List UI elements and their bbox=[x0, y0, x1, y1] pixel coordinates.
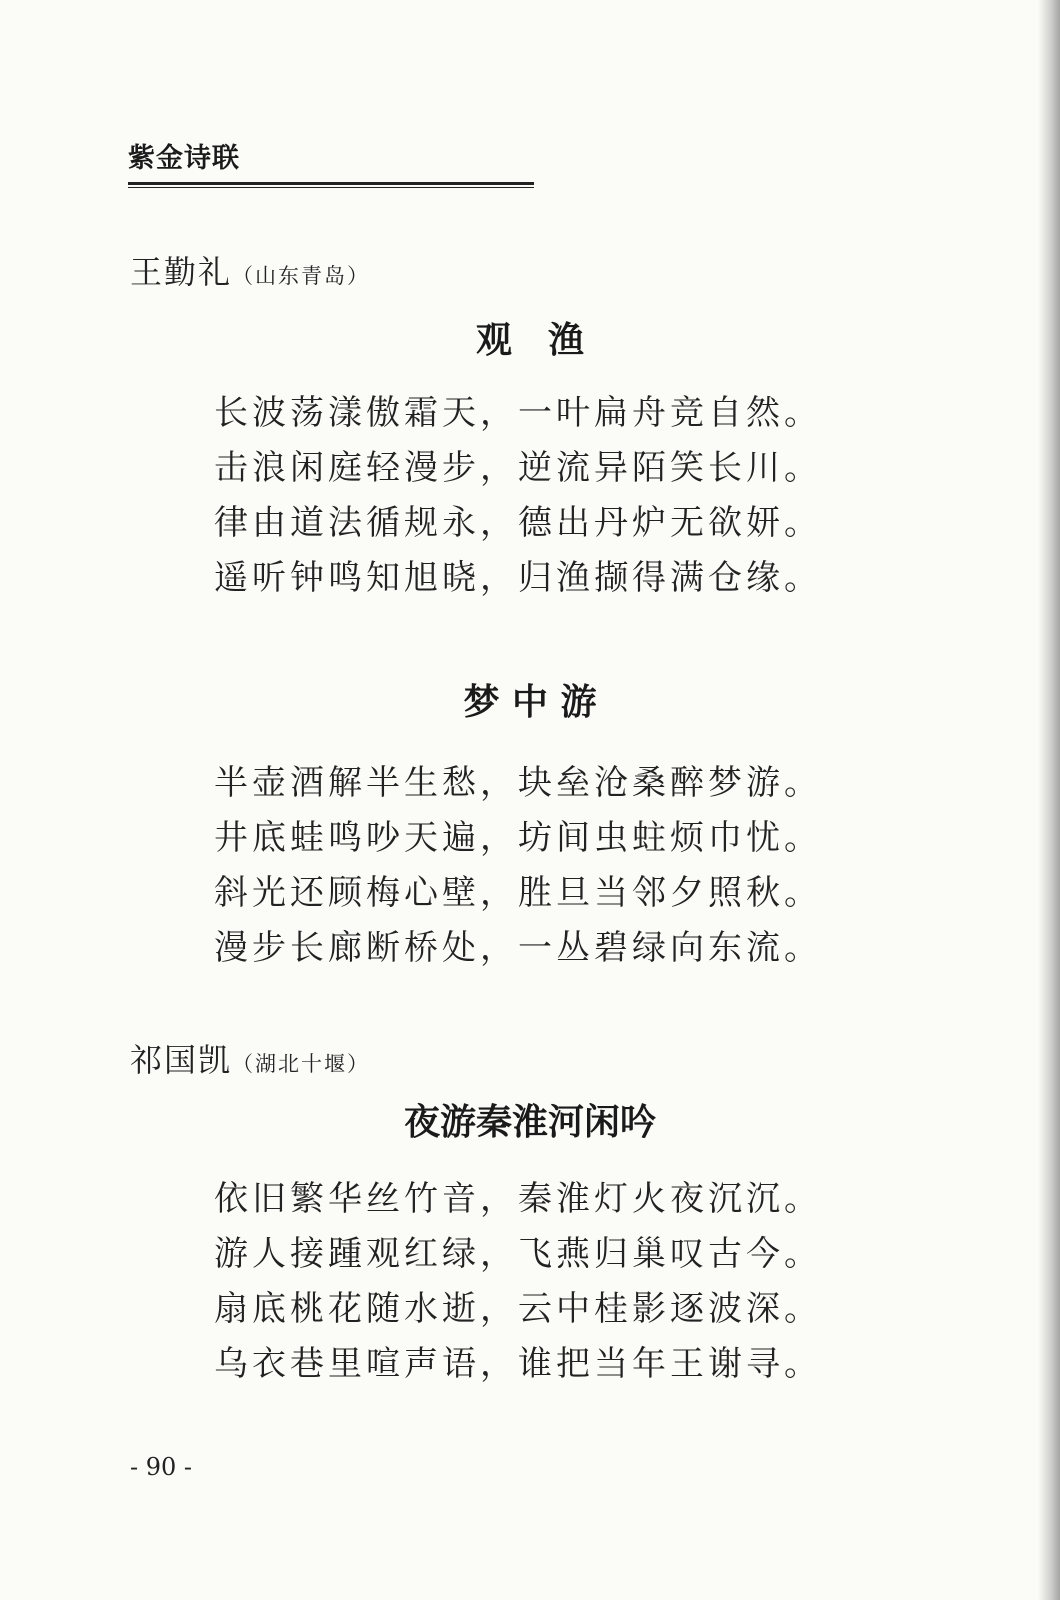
page-number: - 90 - bbox=[130, 1453, 193, 1481]
page-edge-shadow bbox=[1038, 0, 1060, 1600]
author-line bbox=[130, 252, 370, 296]
poem-line: 律由道法循规永，德出丹炉无欲妍。 bbox=[214, 503, 822, 543]
poem-body bbox=[214, 756, 844, 976]
header-rule bbox=[128, 182, 534, 188]
poem-title: 夜游秦淮河闲吟 bbox=[403, 1101, 656, 1143]
author-location: （湖北十堰） bbox=[232, 1052, 371, 1076]
author-line bbox=[130, 1040, 370, 1084]
poem-title: 梦 中 游 bbox=[463, 681, 597, 723]
author-location: （山东青岛） bbox=[232, 264, 371, 288]
running-header bbox=[128, 142, 534, 188]
poem-line: 半壶酒解半生愁，块垒沧桑醉梦游。 bbox=[214, 763, 822, 803]
poem-body bbox=[214, 386, 844, 606]
poem-body bbox=[214, 1172, 844, 1392]
poem-title: 观 渔 bbox=[475, 319, 584, 361]
author-name: 王勤礼 bbox=[130, 253, 233, 291]
poem-line: 依旧繁华丝竹音，秦淮灯火夜沉沉。 bbox=[214, 1179, 822, 1219]
poem-line: 长波荡漾傲霜天，一叶扁舟竞自然。 bbox=[214, 393, 822, 433]
poem-line: 遥听钟鸣知旭晓，归渔撷得满仓缘。 bbox=[214, 558, 822, 598]
author-name: 祁国凯 bbox=[130, 1041, 233, 1079]
poem-line: 斜光还顾梅心壁，胜旦当邻夕照秋。 bbox=[214, 873, 822, 913]
poem-line: 乌衣巷里喧声语，谁把当年王谢寻。 bbox=[214, 1344, 822, 1384]
poem-line: 扇底桃花随水逝，云中桂影逐波深。 bbox=[214, 1289, 822, 1329]
poem-line: 击浪闲庭轻漫步，逆流异陌笑长川。 bbox=[214, 448, 822, 488]
poem-line: 游人接踵观红绿，飞燕归巢叹古今。 bbox=[214, 1234, 822, 1274]
journal-title: 紫金诗联 bbox=[128, 143, 240, 174]
poem-line: 井底蛙鸣吵天遍，坊间虫蛀烦巾忧。 bbox=[214, 818, 822, 858]
poem-line: 漫步长廊断桥处，一丛碧绿向东流。 bbox=[214, 928, 822, 968]
